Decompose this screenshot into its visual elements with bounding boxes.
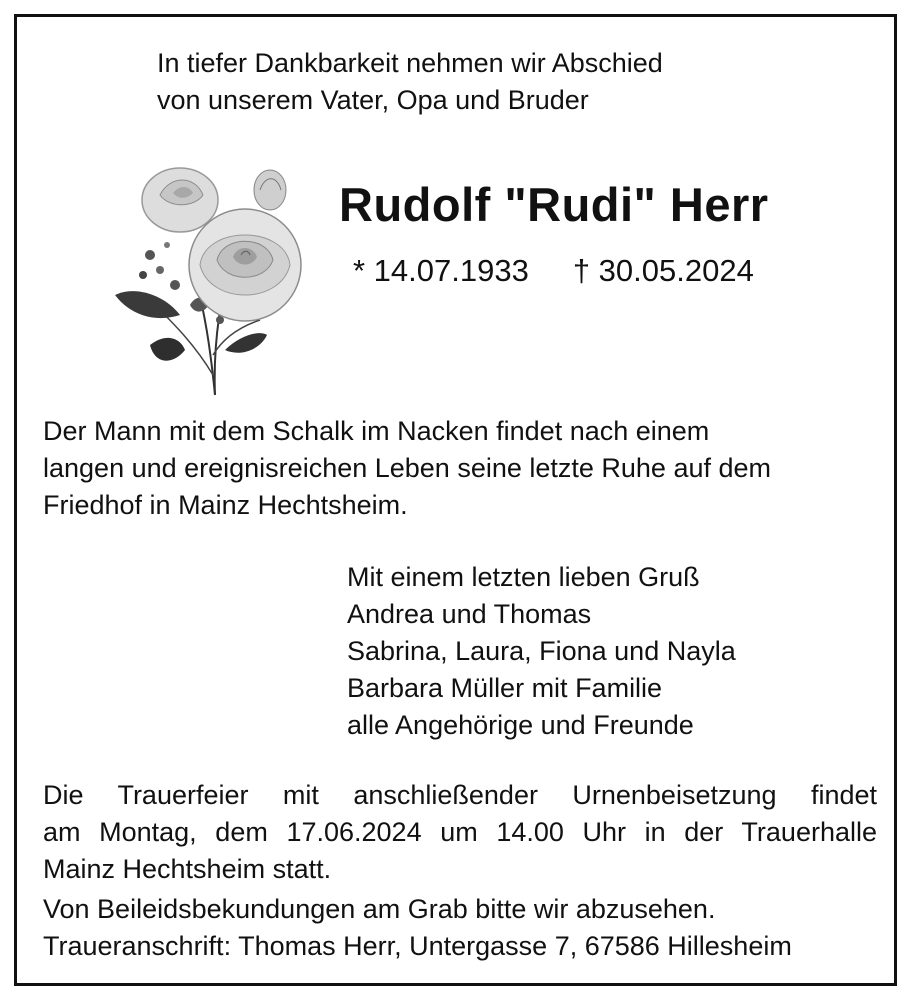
deceased-name: Rudolf "Rudi" Herr [339, 178, 769, 231]
service-line: am Montag, dem 17.06.2024 um 14.00 Uhr in der Trauerhalle [43, 817, 877, 847]
signoff-line: Andrea und Thomas [347, 599, 592, 629]
intro-line: von unserem Vater, Opa und Bruder [157, 85, 589, 115]
signoff-line: Barbara Müller mit Familie [347, 673, 663, 703]
family-signoff [347, 559, 736, 744]
service-details [43, 777, 877, 965]
intro-text [157, 45, 663, 119]
signoff-line: Mit einem letzten lieben Gruß [347, 562, 700, 592]
tribute-line: Der Mann mit dem Schalk im Nacken findet nach einem [43, 416, 710, 446]
intro-line: In tiefer Dankbarkeit nehmen wir Abschied [157, 48, 663, 78]
condolence-note: Von Beileidsbekundungen am Grab bitte wir abzusehen. [43, 894, 716, 924]
signoff-line: alle Angehörige und Freunde [347, 710, 694, 740]
tribute-line: Friedhof in Mainz Hechtsheim. [43, 490, 408, 520]
obituary-notice [14, 14, 897, 986]
rose-bouquet-icon [95, 145, 305, 405]
mourning-address: Traueranschrift: Thomas Herr, Untergasse 7, 67586 Hillesheim [43, 931, 792, 961]
life-dates [353, 253, 754, 289]
tribute-text [43, 413, 883, 524]
birth-date: * 14.07.1933 [353, 253, 529, 288]
tribute-line: langen und ereignisreichen Leben seine letzte Ruhe auf dem [43, 453, 772, 483]
service-line: Mainz Hechtsheim statt. [43, 854, 332, 884]
service-line: Die Trauerfeier mit anschließender Urnenbeisetzung findet [43, 780, 877, 810]
signoff-line: Sabrina, Laura, Fiona und Nayla [347, 636, 736, 666]
death-date: † 30.05.2024 [572, 253, 754, 288]
